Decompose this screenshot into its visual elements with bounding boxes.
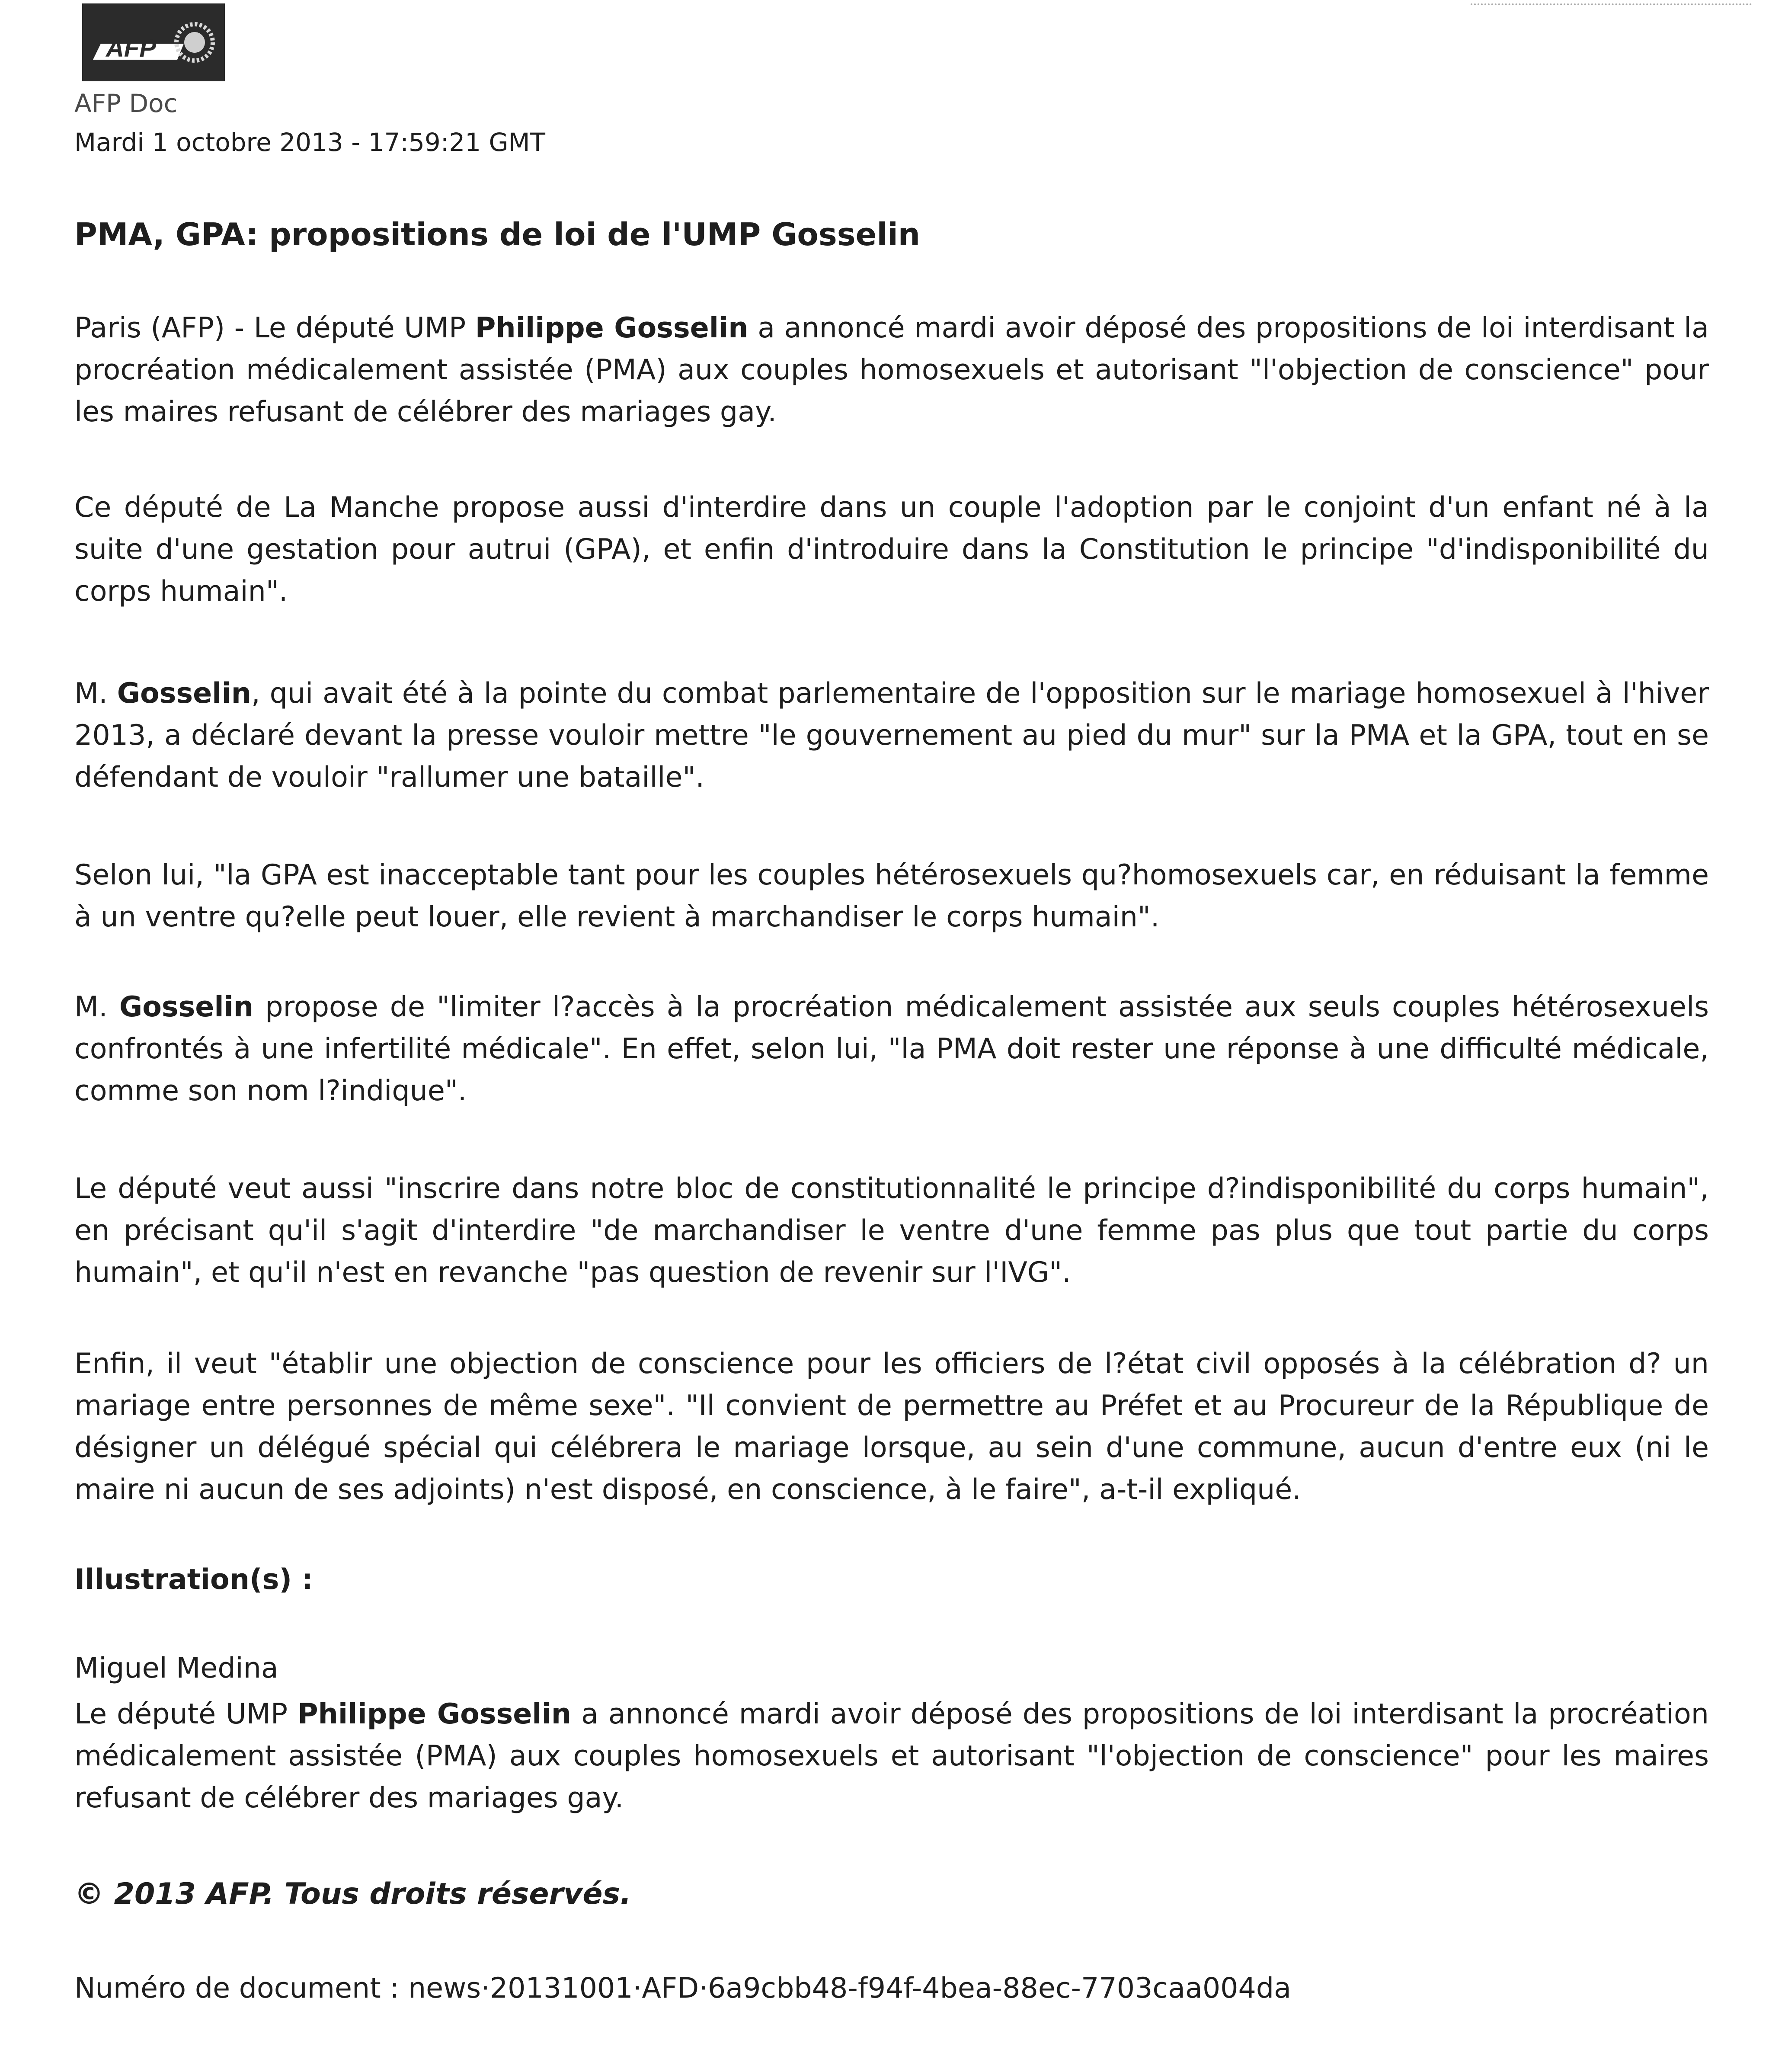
person-name: Philippe Gosselin: [475, 312, 749, 344]
afp-logo: [82, 3, 225, 81]
illustration-caption: Le député UMP Philippe Gosselin a annoncé mardi avoir déposé des propositions de loi interdisant la procréation médicalement assistée (PMA) aux couples homosexuels et autorisant "l'objection de conscience" pour les maires refusant de célébrer des mariages gay.: [74, 1698, 1709, 1814]
source-label: AFP Doc: [74, 89, 178, 118]
person-name: Gosselin: [117, 677, 252, 710]
article-paragraph-5: M. Gosselin propose de "limiter l?accès à la procréation médicalement assistée aux seuls couples hétérosexuels confrontés à une infertilité médicale". En effet, selon lui, "la PMA doit rester une réponse à une difficulté médicale, comme son nom l?indique".: [74, 991, 1709, 1107]
afp-logo-icon: [89, 10, 218, 75]
article-paragraph-7: Enfin, il veut "établir une objection de conscience pour les officiers de l?état civil opposés à la célébration d? un mariage entre personnes de même sexe". "Il convient de permettre au Préfet et au Procureur de la République de désigner un délégué spécial qui célébrera le mariage lorsque, au sein d'une commune, aucun d'entre eux (ni le maire ni aucun de ses adjoints) n'est disposé, en conscience, à le faire", a-t-il expliqué.: [74, 1348, 1709, 1506]
article-paragraph-2: Ce député de La Manche propose aussi d'interdire dans un couple l'adoption par le conjoint d'un enfant né à la suite d'une gestation pour autrui (GPA), et enfin d'introduire dans la Constitution le principe "d'indisponibilité du corps humain".: [74, 491, 1709, 608]
svg-text:AFP: AFP: [106, 34, 156, 62]
person-name: Philippe Gosselin: [297, 1698, 572, 1730]
article-paragraph-6: Le député veut aussi "inscrire dans notre bloc de constitutionnalité le principe d?indisponibilité du corps humain", en précisant qu'il s'agit d'interdire "de marchandiser le ventre d'une femme pas plus que tout partie du corps humain", et qu'il n'est en revanche "pas question de revenir sur l'IVG".: [74, 1172, 1709, 1289]
copyright-notice: © 2013 AFP. Tous droits réservés.: [74, 1877, 631, 1911]
photo-credit: Miguel Medina: [74, 1652, 278, 1685]
article-paragraph-4: Selon lui, "la GPA est inacceptable tant pour les couples hétérosexuels qu?homosexuels car, en réduisant la femme à un ventre qu?elle peut louer, elle revient à marchandiser le corps humain".: [74, 859, 1709, 933]
article-paragraph-1: Paris (AFP) - Le député UMP Philippe Gosselin a annoncé mardi avoir déposé des propositions de loi interdisant la procréation médicalement assistée (PMA) aux couples homosexuels et autorisant "l'objection de conscience" pour les maires refusant de célébrer des mariages gay.: [74, 312, 1709, 428]
document-number: Numéro de document : news·20131001·AFD·6a9cbb48-f94f-4bea-88ec-7703caa004da: [74, 1972, 1291, 2005]
publication-date: Mardi 1 octobre 2013 - 17:59:21 GMT: [74, 128, 545, 157]
person-name: Gosselin: [119, 991, 254, 1023]
article-paragraph-3: M. Gosselin, qui avait été à la pointe du combat parlementaire de l'opposition sur le mariage homosexuel à l'hiver 2013, a déclaré devant la presse vouloir mettre "le gouvernement au pied du mur" sur la PMA et la GPA, tout en se défendant de vouloir "rallumer une bataille".: [74, 677, 1709, 794]
illustration-heading: Illustration(s) :: [74, 1563, 313, 1596]
scan-edge-divider: [1471, 3, 1752, 5]
article-title: PMA, GPA: propositions de loi de l'UMP Gosselin: [74, 216, 921, 253]
